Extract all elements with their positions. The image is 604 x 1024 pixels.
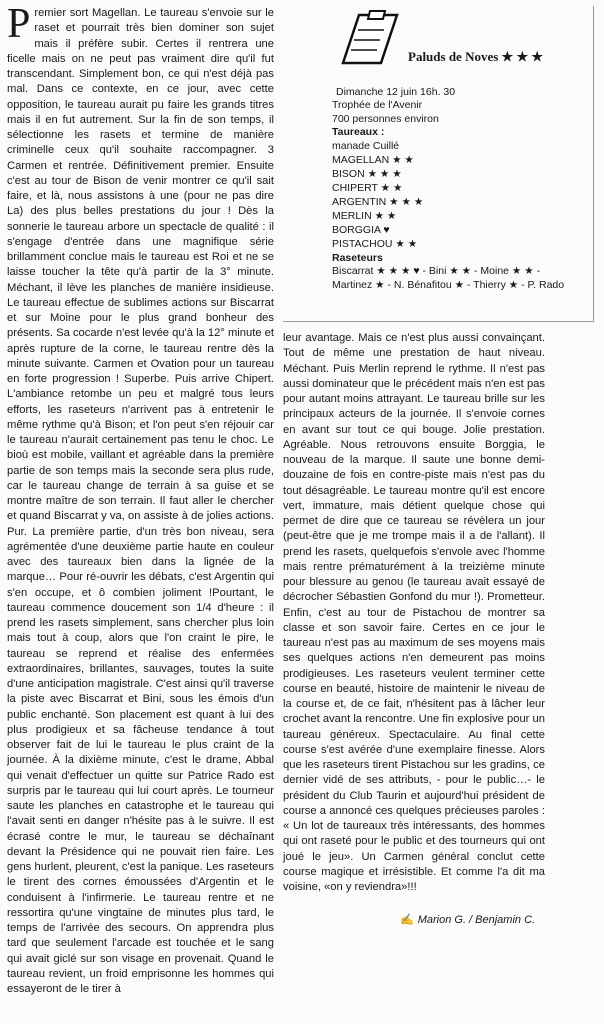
venue-title: Paluds de Noves ★ ★ ★ — [408, 49, 544, 64]
article-column-left — [7, 1, 274, 997]
bull-item: ARGENTIN ★ ★ ★ — [332, 196, 424, 208]
signature — [400, 913, 535, 926]
event-name: Trophée de l'Avenir — [332, 99, 423, 111]
box-divider — [283, 321, 594, 322]
writing-hand-icon: ✍ — [400, 914, 414, 926]
bull-item: PISTACHOU ★ ★ — [332, 238, 418, 250]
signature-text: Marion G. / Benjamin C. — [417, 914, 536, 926]
bulls-heading: Taureaux : — [332, 126, 385, 138]
bull-item: BISON ★ ★ ★ — [332, 168, 402, 180]
article-text-right: leur avantage. Mais ce n'est plus aussi convainçant. Tout de même une prestation de haut niveau. Méchant. Puis Merlin reprend le rythme. Il n'est pas aussi dominateur que le précédent mais n'en est pas pour autant moins attrayant. Le taureau brille sur les principaux acteurs de la journée. Il s'envoie cornes en avant sur tout ce qui bouge. Jolie prestation. Agréable. Nous retrouvons ensuite Borggia, le nouveau de la marque. Il saute une bonne demi-douzaine de fois en contre-piste mais n'est pas du tout désagréable. Le taureau montre qu'il est encore vert, immature, mais détient quelque chose qui permet de dire que ce taureau se révèlera un jour (peut-être que je me trompe mais il a de l'allant). Il prend les rasets, quelquefois s'envole avec l'homme mais rentre prématurément à la treizième minute pour blessure au genou (le taureau avait essayé de décrocher Sébastien Gonfond du mur !). Prometteur. Enfin, c'est au tour de Pistachou de montrer sa classe et son savoir faire. Certes en ce jour le taureau n'est pas au maximum de ses moyens mais ses quelques actions n'en demeurent pas moins prodigieuses. Les raseteurs veulent terminer cette course en beauté, histoire de maintenir le niveau de la course et, de ce fait, n'hésitent pas à lâcher leur crochet avant la rencontre. Une fin explosive pour un taureau généreux. Spectaculaire. Au final cette course s'est avérée d'une exemplaire finesse. Alors que les raseteurs tirent Pistachou sur les gradins, ce dernier vidé de ses attributs, - pour le public…- le président du Club Taurin et aujourd'hui président de course a annoncé ces quelques précieuses paroles : « Un lot de taureaux très intéressants, des hommes qui ont raseté pour le public et des tourneurs qui ont joué le jeu». Un Carmen général conclut cette course magique et irrésistible. Et comme l'a dit ma voisine, «on y reviendra»!!! — [283, 332, 545, 893]
info-box — [283, 6, 594, 322]
raseteurs-heading: Raseteurs — [332, 252, 383, 264]
event-date: Dimanche 12 juin 16h. 30 — [336, 86, 456, 98]
drop-cap: P — [7, 1, 31, 47]
article-column-right — [283, 331, 545, 895]
bull-item: BORGGIA ♥ — [332, 224, 390, 236]
box-border — [593, 6, 594, 322]
article-text-left: remier sort Magellan. Le taureau s'envoie sur le raset et pourrait très bien dominer son sujet mais il préfère subir. Certes il rentrera une ficelle mais on ne peut pas vraiment dire qu'il fut transcendant. Simplement bon, ce qui n'est déjà pas mal. Dans ce contexte, en ce jour, avec cette opposition, le taureau aurait pu faire les grands titres mais il en fut autrement. Sur la fin de son temps, il sélectionne les rasets et termine de manière criminelle ceux qu'il souhaite raccompagner. 3 Carmen et rentrée. Définitivement premier. Ensuite c'est au tour de Bison de venir montrer ce qu'il sait faire, et là, nous assistons à une (pour ne pas dire La) des plus belles prestations du jour ! Dès la sonnerie le taureau arbore un spectacle de qualité : il s'engage d'entrée dans une magnifique série brillamment conclue mais le taureau est Roi et ne se laisse toucher la tête qu'à partir de la 3° minute. Méchant, il lève les planches de manière insidieuse. Le taureau effectue de sublimes actions sur Biscarrat et sur Moine pour le plus grand bonheur des présents. Sa cocarde n'est levée qu'à la 12° minute et après rupture de la corne, le taureau rentre dès la minute suivante. Carmen et Ovation pour un taureau en forte progression ! Superbe. Puis arrive Chipert. L'ambiance retombe un peu et malgré tous leurs efforts, les raseteurs n'arrivent pas à entretenir le même rythme qu'à Bison; et l'on peut s'en réjouir car le taureau n'aurait certainement pas tenu le choc. Le bioù est mobile, vaillant et agréable dans la première partie de son temps mais la seconde sera plus rude, car le taureau change de terrain à sa guise et se montre maître de son terrain. Il faut aller le chercher et quand Biscarrat y va, on assiste à de jolies actions. Pur. La première partie, d'un très bon niveau, sera agrémentée d'une deuxième partie haute en couleur avec des taureaux bien dans la lignée de la marque… Pour ré-ouvrir les débats, c'est Argentin qui s'en occupe, et ô combien joliment !Pourtant, le taureau commence doucement son 1/4 d'heure : il prend les rasets simplement, sans chercher plus loin mais tout à coup, alors que l'on craint le pire, le taureau se reprend et réalise des enfermées extraordinaires, brillantes, sauvages, toutes la suite d'une anticipation magistrale. C'est ainsi qu'il traverse la piste avec Biscarrat et Bini, sous les émois d'un public enchanté. Son placement est quant à lui des plus prodigieux et sa fâcheuse tendance à tout observer fait de lui le taureau le plus craint de la journée. À la dixième minute, c'est le drame, Abbal qui venait d'effectuer un quitte sur Patrice Rado est surpris par le taureau qui lui court après. Le tourneur saute les planches en catastrophe et le taureau qui l'avait senti en danger n'hésite pas à le suivre. Il est écrasé contre le mur, le taureau se déchaînant devant la Présidence qui ne pouvait rien faire. Les gens hurlent, pleurent, c'est la panique. Les raseteurs le tirent des cornes émoussées d'Argentin et le conduisent à l'infirmerie. Le taureau rentre et ne ressortira qu'une vingtaine de minutes plus tard, le temps de l'arrivée des secours. On apprendra plus tard que seulement l'arcade est touchée et le sang qui avait giclé sur son visage en provenait. Quand le taureau revient, un froid emprisonne les hommes qui essayeront de le tirer à — [7, 7, 274, 995]
attendance: 700 personnes environ — [332, 113, 439, 125]
raseteurs-list: Biscarrat ★ ★ ★ ♥ - Bini ★ ★ - Moine ★ ★ - — [332, 265, 541, 277]
manade-name: manade Cuillé — [332, 140, 400, 152]
bull-item: CHIPERT ★ ★ — [332, 182, 403, 194]
clipboard-icon — [339, 10, 401, 66]
bull-item: MERLIN ★ ★ — [332, 210, 397, 222]
bull-item: MAGELLAN ★ ★ — [332, 154, 414, 166]
raseteurs-list: Martinez ★ - N. Bénafitou ★ - Thierry ★ - P. Rado — [332, 279, 565, 291]
